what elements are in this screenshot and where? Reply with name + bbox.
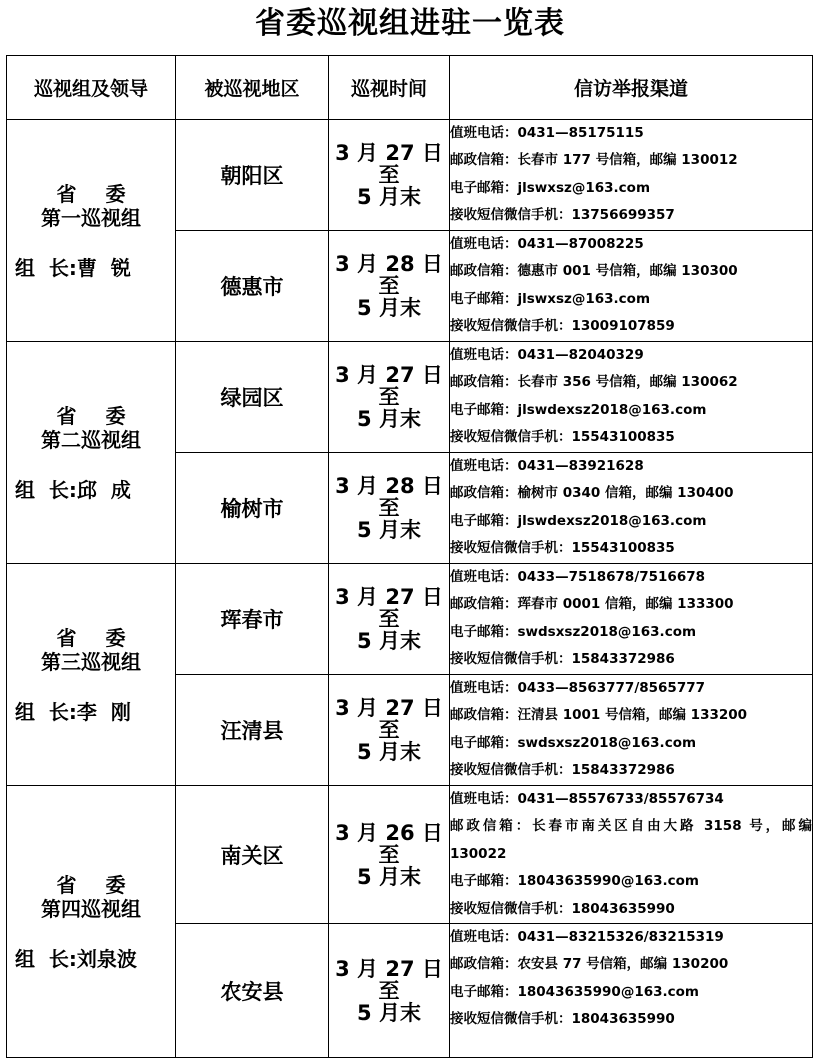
sms-wechat-phone: 接收短信微信手机：18043635990 xyxy=(450,900,675,917)
header-region: 被巡视地区 xyxy=(176,56,329,120)
time-line: 5 月末 xyxy=(357,740,421,764)
time-line: 至 xyxy=(378,607,400,631)
table-header-row xyxy=(7,56,813,120)
time-cell xyxy=(329,453,450,564)
group-leader: 组 长:邱 成 xyxy=(15,477,131,502)
time-line: 3 月 27 日 xyxy=(335,363,443,387)
time-line: 3 月 26 日 xyxy=(335,820,443,845)
email: 电子邮箱：18043635990@163.com xyxy=(450,983,699,1000)
duty-phone: 值班电话：0431—83921628 xyxy=(450,458,644,474)
group-province-label: 省 委 xyxy=(56,625,126,650)
postal-box: 邮政信箱：农安县 77 号信箱，邮编 130200 xyxy=(450,956,729,973)
time-line: 3 月 27 日 xyxy=(335,141,443,165)
table-row xyxy=(7,120,813,231)
email: 电子邮箱：18043635990@163.com xyxy=(450,873,699,890)
duty-phone: 值班电话：0431—82040329 xyxy=(450,347,644,363)
contact-cell xyxy=(450,231,813,342)
sms-wechat-phone: 接收短信微信手机：18043635990 xyxy=(450,1011,675,1028)
sms-wechat-phone: 接收短信微信手机：15543100835 xyxy=(450,540,675,557)
contact-cell xyxy=(450,342,813,453)
email: 电子邮箱：jlswxsz@163.com xyxy=(450,290,651,307)
sms-wechat-phone: 接收短信微信手机：15543100835 xyxy=(450,429,675,446)
time-line: 至 xyxy=(378,385,400,409)
table-body xyxy=(7,120,813,1058)
time-line: 5 月末 xyxy=(357,185,421,209)
time-cell xyxy=(329,924,450,1058)
postal-box: 邮政信箱：榆树市 0340 信箱，邮编 130400 xyxy=(450,485,734,502)
time-line: 3 月 28 日 xyxy=(335,474,443,498)
time-line: 5 月末 xyxy=(357,407,421,431)
table-row xyxy=(7,342,813,453)
time-line: 5 月末 xyxy=(357,518,421,542)
time-cell xyxy=(329,231,450,342)
time-line: 至 xyxy=(378,978,400,1003)
duty-phone: 值班电话：0433—7518678/7516678 xyxy=(450,569,706,585)
time-cell xyxy=(329,342,450,453)
group-province-label: 省 委 xyxy=(56,403,126,428)
page-title: 省委巡视组进驻一览表 xyxy=(255,6,565,41)
region-cell: 汪清县 xyxy=(176,675,329,786)
group-cell xyxy=(7,564,176,786)
region-cell: 榆树市 xyxy=(176,453,329,564)
postal-box: 邮政信箱：汪清县 1001 号信箱，邮编 133200 xyxy=(450,707,748,724)
email: 电子邮箱：jlswdexsz2018@163.com xyxy=(450,401,707,418)
time-line: 3 月 27 日 xyxy=(335,585,443,609)
inspection-table xyxy=(6,55,813,1058)
contact-cell xyxy=(450,120,813,231)
time-line: 3 月 27 日 xyxy=(335,696,443,720)
group-name: 第二巡视组 xyxy=(41,427,141,452)
postal-box: 邮政信箱：珲春市 0001 信箱，邮编 133300 xyxy=(450,596,734,613)
time-line: 至 xyxy=(378,496,400,520)
time-line: 3 月 27 日 xyxy=(335,956,443,981)
email: 电子邮箱：swdsxsz2018@163.com xyxy=(450,734,697,751)
contact-cell xyxy=(450,453,813,564)
email: 电子邮箱：jlswdexsz2018@163.com xyxy=(450,512,707,529)
group-leader: 组 长:刘泉波 xyxy=(15,946,137,971)
group-leader: 组 长:曹 锐 xyxy=(15,255,131,280)
duty-phone: 值班电话：0431—83215326/83215319 xyxy=(450,929,724,946)
table-row xyxy=(7,786,813,924)
group-cell xyxy=(7,342,176,564)
postal-box: 邮政信箱：长春市 177 号信箱，邮编 130012 xyxy=(450,152,738,169)
region-cell: 南关区 xyxy=(176,786,329,924)
email: 电子邮箱：swdsxsz2018@163.com xyxy=(450,623,697,640)
group-leader: 组 长:李 刚 xyxy=(15,699,131,724)
time-line: 至 xyxy=(378,163,400,187)
time-line: 5 月末 xyxy=(357,864,421,889)
region-cell: 朝阳区 xyxy=(176,120,329,231)
group-province-label: 省 委 xyxy=(56,181,126,206)
header-group-leader: 巡视组及领导 xyxy=(7,56,176,120)
time-line: 3 月 28 日 xyxy=(335,252,443,276)
group-cell xyxy=(7,120,176,342)
header-time: 巡视时间 xyxy=(329,56,450,120)
group-cell xyxy=(7,786,176,1058)
time-line: 至 xyxy=(378,718,400,742)
region-cell: 绿园区 xyxy=(176,342,329,453)
sms-wechat-phone: 接收短信微信手机：13756699357 xyxy=(450,207,675,224)
time-line: 5 月末 xyxy=(357,629,421,653)
time-cell xyxy=(329,120,450,231)
contact-cell xyxy=(450,786,813,924)
contact-cell xyxy=(450,924,813,1058)
time-line: 5 月末 xyxy=(357,296,421,320)
sms-wechat-phone: 接收短信微信手机：15843372986 xyxy=(450,762,675,779)
region-cell: 农安县 xyxy=(176,924,329,1058)
email: 电子邮箱：jlswxsz@163.com xyxy=(450,179,651,196)
table-row xyxy=(7,564,813,675)
time-line: 至 xyxy=(378,274,400,298)
time-cell xyxy=(329,786,450,924)
time-cell xyxy=(329,564,450,675)
region-cell: 珲春市 xyxy=(176,564,329,675)
duty-phone: 值班电话：0431—87008225 xyxy=(450,236,644,252)
postal-box: 邮政信箱：长春市南关区自由大路 3158 号，邮编 130022 xyxy=(450,818,812,862)
time-line: 5 月末 xyxy=(357,1000,421,1025)
postal-box: 邮政信箱：德惠市 001 号信箱，邮编 130300 xyxy=(450,263,738,280)
sms-wechat-phone: 接收短信微信手机：13009107859 xyxy=(450,318,675,335)
contact-cell xyxy=(450,564,813,675)
header-report-channel: 信访举报渠道 xyxy=(450,56,813,120)
time-cell xyxy=(329,675,450,786)
duty-phone: 值班电话：0431—85576733/85576734 xyxy=(450,791,724,807)
time-line: 至 xyxy=(378,842,400,867)
duty-phone: 值班电话：0431—85175115 xyxy=(450,125,644,141)
duty-phone: 值班电话：0433—8563777/8565777 xyxy=(450,680,706,696)
region-cell: 德惠市 xyxy=(176,231,329,342)
sms-wechat-phone: 接收短信微信手机：15843372986 xyxy=(450,651,675,668)
group-name: 第三巡视组 xyxy=(41,649,141,674)
group-name: 第四巡视组 xyxy=(41,896,141,921)
postal-box: 邮政信箱：长春市 356 号信箱，邮编 130062 xyxy=(450,374,738,391)
group-province-label: 省 委 xyxy=(56,872,126,897)
group-name: 第一巡视组 xyxy=(41,205,141,230)
contact-cell xyxy=(450,675,813,786)
